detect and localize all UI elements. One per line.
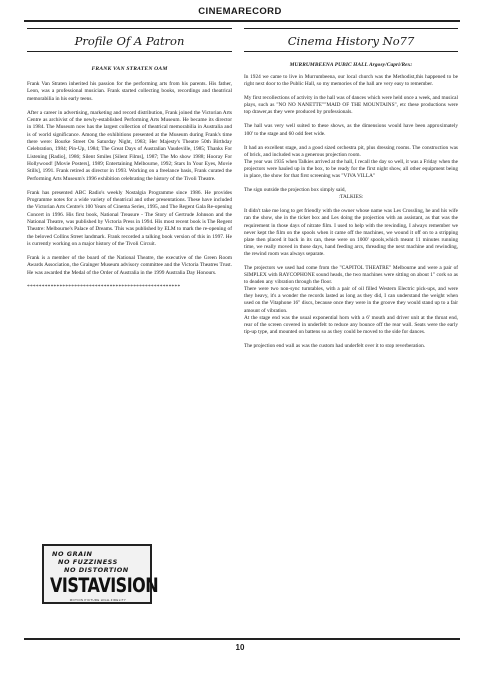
history-paragraph: The projection end wall as was the custom had underfelt over it to stop reverberation. [244,342,426,349]
history-paragraph: In 1924 we came to live in Murrumbeena, our local church was the Methodist,this happened to be right next door to the Public Hall, so my memories of the hall are very easy to remember. [244,74,458,88]
page-number: 10 [235,643,245,652]
history-paragraph: It didn't take me long to get friendly with the owner whose name was Les Crossling, he and his wife ran the show, she in the ticket box and Les doing the projection with an assistant, as that was the requirement in those days of nitrate film. I used to help with the rewinding, I always remember we never kept the film on the spools when it came off the machines, we wound it off on to a stripping plate then placed it back in its can, these were on 1000' spools,which meant 11 minutes running time, we really moved in those days, hand feeding arcs, threading the next machine and rewinding, the rewind room was always separate. [244,208,458,257]
masthead: CINEMARECORD [198,6,282,17]
profile-paragraph: Frank has presented ABC Radio's weekly Nostalgia Programme since 1986. He provides Programme notes for a wide variety of theatrical and other presentations. These have included the Victorian Arts Centre's 100 Years of Cinema Series, 1995, and The Regent Gala Re-opening Concert in 1996. His first book, National Treasure - The Story of Gertrude Johnson and the National Theatre, was published by Victoria Press in 1994. His most recent book is The Regent Theatre: Melbourne's Palace of Dreams. This was published by ELM to mark the re-opening of the beloved Collins Street landmark. Frank recorded a talking book version of this in 1997. He is currently working on a major history of the Tivoli Circuit. [27,189,232,248]
history-paragraph: The hall was very well suited to these shows, as the dimensions would have been approximately 100' to the stage and 60 odd feet wide. [244,123,458,137]
profile-paragraph: After a career in advertising, marketing and record distribution, Frank joined the Victorian Arts Centre as archivist of the newly-established Performing Arts Museum. He became its director in 1984. The Museum now has the largest collection of theatrical memorabilia in Australia and is of world significance. Among the exhibitions presented at the Museum during Frank's time there were: Bourke Street On Saturday Night, 1983; Her Majesty's Theatre 50th Birthday Celebration, 1984; Pin-Up, 1984; The Great Days of Australian Vaudeville, 1985; Thanks For Listening [Radio], 1986; Silent Smiles [Silent Films], 1987; The Mo show 1988; Hooray For Hollywood! [Movie Posters], 1989; Entertaining Melbourne, 1992; Stars In Your Eyes, Movie Stills], 1991. Frank retired as director in 1993. Working on a freelance basis, Frank curated the Performing Arts Museum's 1996 exhibition celebrating the history of the Tivoli Theatre. [27,109,232,182]
history-column [244,28,458,357]
ad-line: NO GRAIN [52,550,93,558]
history-paragraph: It had an excellent stage, and a good sized orchestra pit, plus dressing rooms. The construction was of brick, and included was a generous projection room. [244,144,458,158]
ad-line: NO DISTORTION [64,566,129,574]
history-paragraph: The sign outside the projection box simply said, [244,187,346,194]
talkies-sign: :TALKIES: [338,194,364,201]
history-paragraph: There were two non-sync turntables, with a pair of oil filled Western Electric pick-ups, and were they heavy, it's a wonder the records lasted as long as they did, I can understand the weight when used on the Vitaphone 16" discs, because once they were in the groove they would stand up to a fair amount of vibration. [244,286,458,314]
history-paragraph: My first recollections of activity in the hall was of dances which were held once a week, and musical plays, such as "NO NO NANETTE""MAID OF THE MOUNTAINS", etc these productions were top drawer,as they were produced by professionals. [244,95,459,116]
vistavision-logo: VISTAVISION [50,574,159,597]
history-subhead: MURRUMBEENA PUBIC HALL Argosy/Capri/Rex: [289,62,413,68]
profile-title: Profile Of A Patron [27,28,232,52]
profile-paragraph: Frank is a member of the board of the National Theatre, the executive of the Green Room Awards Association, the Grainger Museum advisory committee and the Victoria Theatres Trust. He was awarded the Medal of the Order of Australia in the 1999 Australia Day Honours. [27,255,232,276]
history-paragraph: The projectors we used had come from the "CAPITOL THEATRE" Melbourne and were a pair of SIMPLEX with RAYCOPHONE sound heads, the two machines were sitting on about 1" cork so as to deaden any vibration through the floor. [244,264,458,286]
history-paragraph: At the stage end was the usual exponential horn with a 6' mouth and driver unit at the throat end, rear of the screen covered in underfelt to reduce any bounce off the rear wall. Seats were the early tip-up type, and mounted on battens so as they could be moved to the side for dances. [244,314,458,335]
history-title: Cinema History No77 [244,28,458,52]
bottom-rule [24,638,460,640]
vistavision-advertisement [42,544,159,604]
profile-paragraph: Frank Van Straten inherited his passion for the performing arts from his parents. His father, Leon, was a professional musician. Frank started collecting books, recordings and theatrical memorabilia in his early teens. [27,81,232,102]
top-rule [24,20,460,22]
ad-tagline: MOTION PICTURE HIGH-FIDELITY [69,598,127,602]
profile-column [27,28,232,292]
history-paragraph: The year was 1935 when Talkies arrived at the hall, I recall the day so well, it was a Friday when the projectors were hauled up in the box, to be ready for the first night show, all other equipment being in place, the show for that first screening was "VIVA VILLA" [244,158,458,180]
ad-line: NO FUZZINESS [58,558,118,566]
star-separator: **************************************************** [27,283,181,290]
profile-subhead: FRANK VAN STRATEN OAM [91,66,168,72]
